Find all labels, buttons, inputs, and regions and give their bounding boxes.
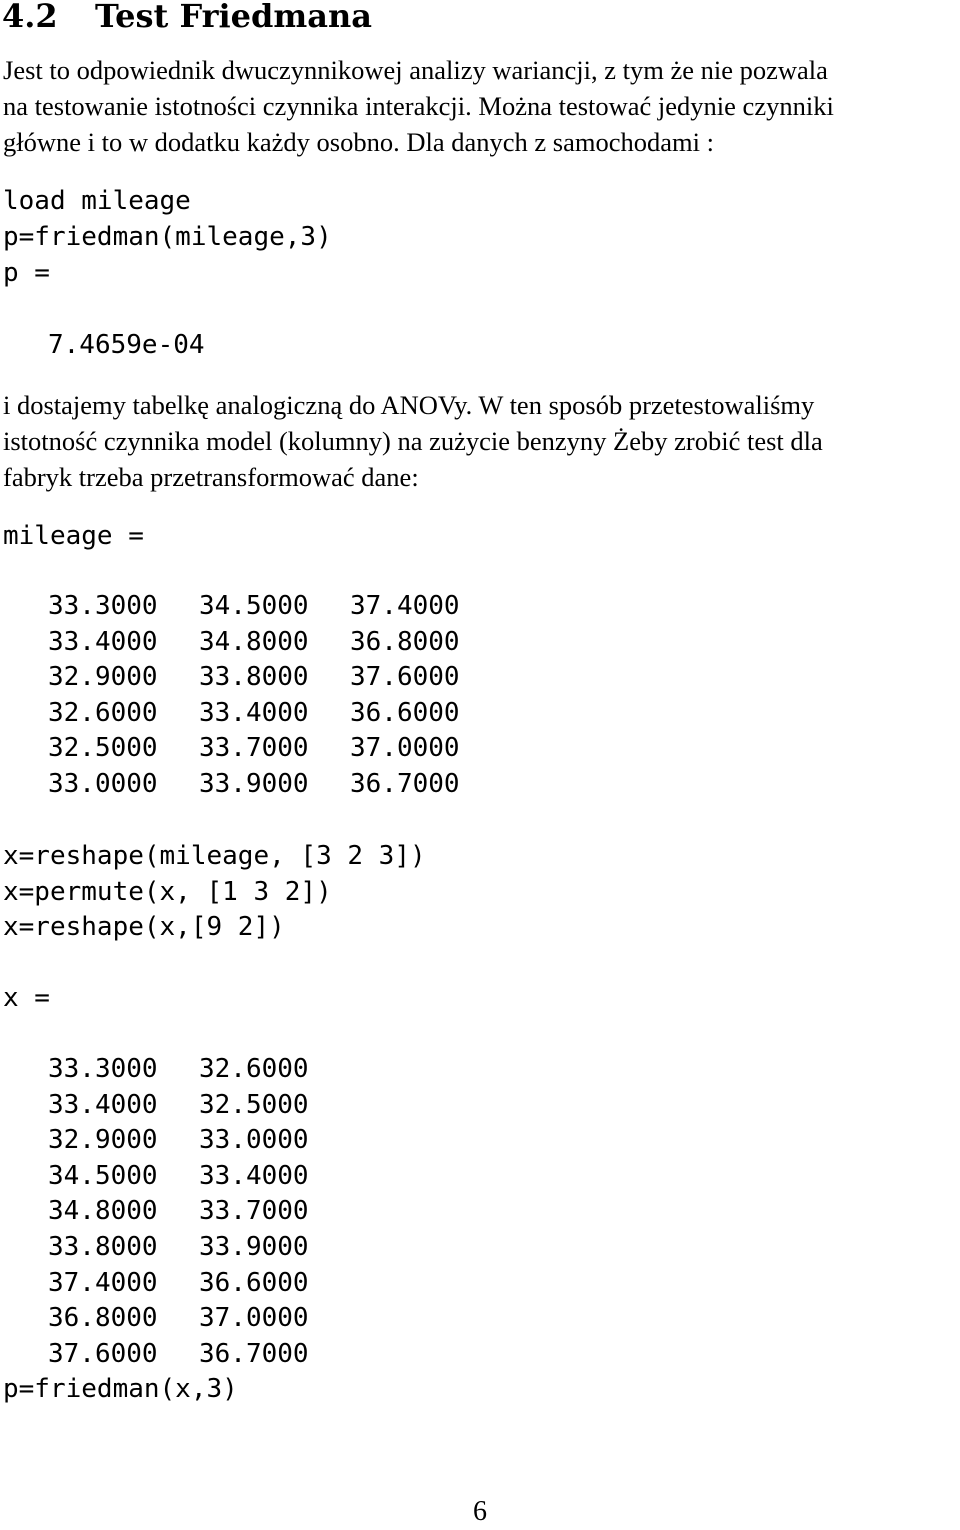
matrix-row xyxy=(0,1123,350,1159)
matrix-cell: 32.6000 xyxy=(199,1054,309,1084)
matrix-row xyxy=(0,1266,350,1302)
matrix-cell: 33.9000 xyxy=(199,1231,309,1262)
matrix-cell: 33.3000 xyxy=(48,591,158,621)
matrix-row xyxy=(0,1159,350,1195)
matrix-cell: 33.7000 xyxy=(199,1196,309,1227)
matrix-row xyxy=(0,625,501,661)
matrix-cell: 33.4000 xyxy=(48,1089,158,1120)
p-value: 7.4659e-04 xyxy=(48,330,205,360)
matrix-cell: 32.5000 xyxy=(199,1089,309,1120)
matrix-cell: 34.8000 xyxy=(48,1196,158,1227)
matrix-cell: 33.3000 xyxy=(48,1054,158,1084)
section-title: Test Friedmana xyxy=(95,0,372,35)
matrix-row xyxy=(0,1194,350,1230)
matrix-cell: 32.6000 xyxy=(48,697,158,728)
matrix-cell: 34.8000 xyxy=(199,626,309,657)
matrix-cell: 32.9000 xyxy=(48,662,158,693)
matrix-cell: 36.8000 xyxy=(48,1303,158,1334)
intro-line-3: główne i to w dodatku każdy osobno. Dla danych z samochodami : xyxy=(3,127,714,157)
matrix-row xyxy=(0,1230,350,1266)
matrix-cell: 33.0000 xyxy=(48,768,158,799)
x-matrix xyxy=(0,1052,350,1372)
mileage-label: mileage = xyxy=(3,521,144,551)
middle-line-2: istotność czynnika model (kolumny) na zużycie benzyny Żeby zrobić test dla xyxy=(3,426,823,456)
matrix-cell: 34.5000 xyxy=(48,1160,158,1191)
matrix-cell: 37.4000 xyxy=(48,1267,158,1298)
x-label: x = xyxy=(3,983,50,1013)
code-line-p-label: p = xyxy=(3,258,50,288)
matrix-row xyxy=(0,731,501,767)
matrix-row xyxy=(0,660,501,696)
matrix-cell: 37.6000 xyxy=(48,1338,158,1369)
code-line-reshape-1: x=reshape(mileage, [3 2 3]) xyxy=(3,841,426,871)
matrix-cell: 36.7000 xyxy=(199,1338,309,1369)
matrix-cell: 32.9000 xyxy=(48,1125,158,1156)
matrix-cell: 32.5000 xyxy=(48,733,158,764)
mileage-matrix xyxy=(0,589,501,803)
code-line-load: load mileage xyxy=(3,186,191,216)
code-line-reshape-2: x=reshape(x,[9 2]) xyxy=(3,912,285,942)
matrix-cell: 33.7000 xyxy=(199,733,309,764)
matrix-cell: 37.6000 xyxy=(350,662,460,693)
matrix-row xyxy=(0,589,501,625)
matrix-cell: 33.4000 xyxy=(199,697,309,728)
matrix-cell: 36.7000 xyxy=(350,768,460,799)
section-heading xyxy=(2,0,372,35)
matrix-row xyxy=(0,1301,350,1337)
matrix-row xyxy=(0,767,501,803)
matrix-row xyxy=(0,696,501,732)
matrix-cell: 33.4000 xyxy=(48,626,158,657)
middle-line-1: i dostajemy tabelkę analogiczną do ANOVy. W ten sposób przetestowaliśmy xyxy=(3,390,815,420)
matrix-cell: 37.0000 xyxy=(350,733,460,764)
code-line-final-friedman: p=friedman(x,3) xyxy=(3,1374,238,1404)
matrix-cell: 33.4000 xyxy=(199,1160,309,1191)
matrix-cell: 36.6000 xyxy=(350,697,460,728)
middle-line-3: fabryk trzeba przetransformować dane: xyxy=(3,462,419,492)
code-line-friedman: p=friedman(mileage,3) xyxy=(3,222,332,252)
matrix-cell: 33.8000 xyxy=(48,1231,158,1262)
intro-line-1: Jest to odpowiednik dwuczynnikowej analizy wariancji, z tym że nie pozwala xyxy=(3,55,828,85)
matrix-cell: 33.8000 xyxy=(199,662,309,693)
section-number: 4.2 xyxy=(2,0,58,35)
matrix-cell: 33.9000 xyxy=(199,768,309,799)
matrix-row xyxy=(0,1337,350,1373)
intro-line-2: na testowanie istotności czynnika interakcji. Można testować jedynie czynniki xyxy=(3,91,834,121)
matrix-row xyxy=(0,1052,350,1088)
matrix-cell: 34.5000 xyxy=(199,591,309,621)
page-number: 6 xyxy=(473,1496,487,1527)
matrix-cell: 36.8000 xyxy=(350,626,460,657)
code-line-permute: x=permute(x, [1 3 2]) xyxy=(3,877,332,907)
matrix-cell: 37.0000 xyxy=(199,1303,309,1334)
matrix-row xyxy=(0,1088,350,1124)
matrix-cell: 33.0000 xyxy=(199,1125,309,1156)
matrix-cell: 37.4000 xyxy=(350,591,460,621)
matrix-cell: 36.6000 xyxy=(199,1267,309,1298)
